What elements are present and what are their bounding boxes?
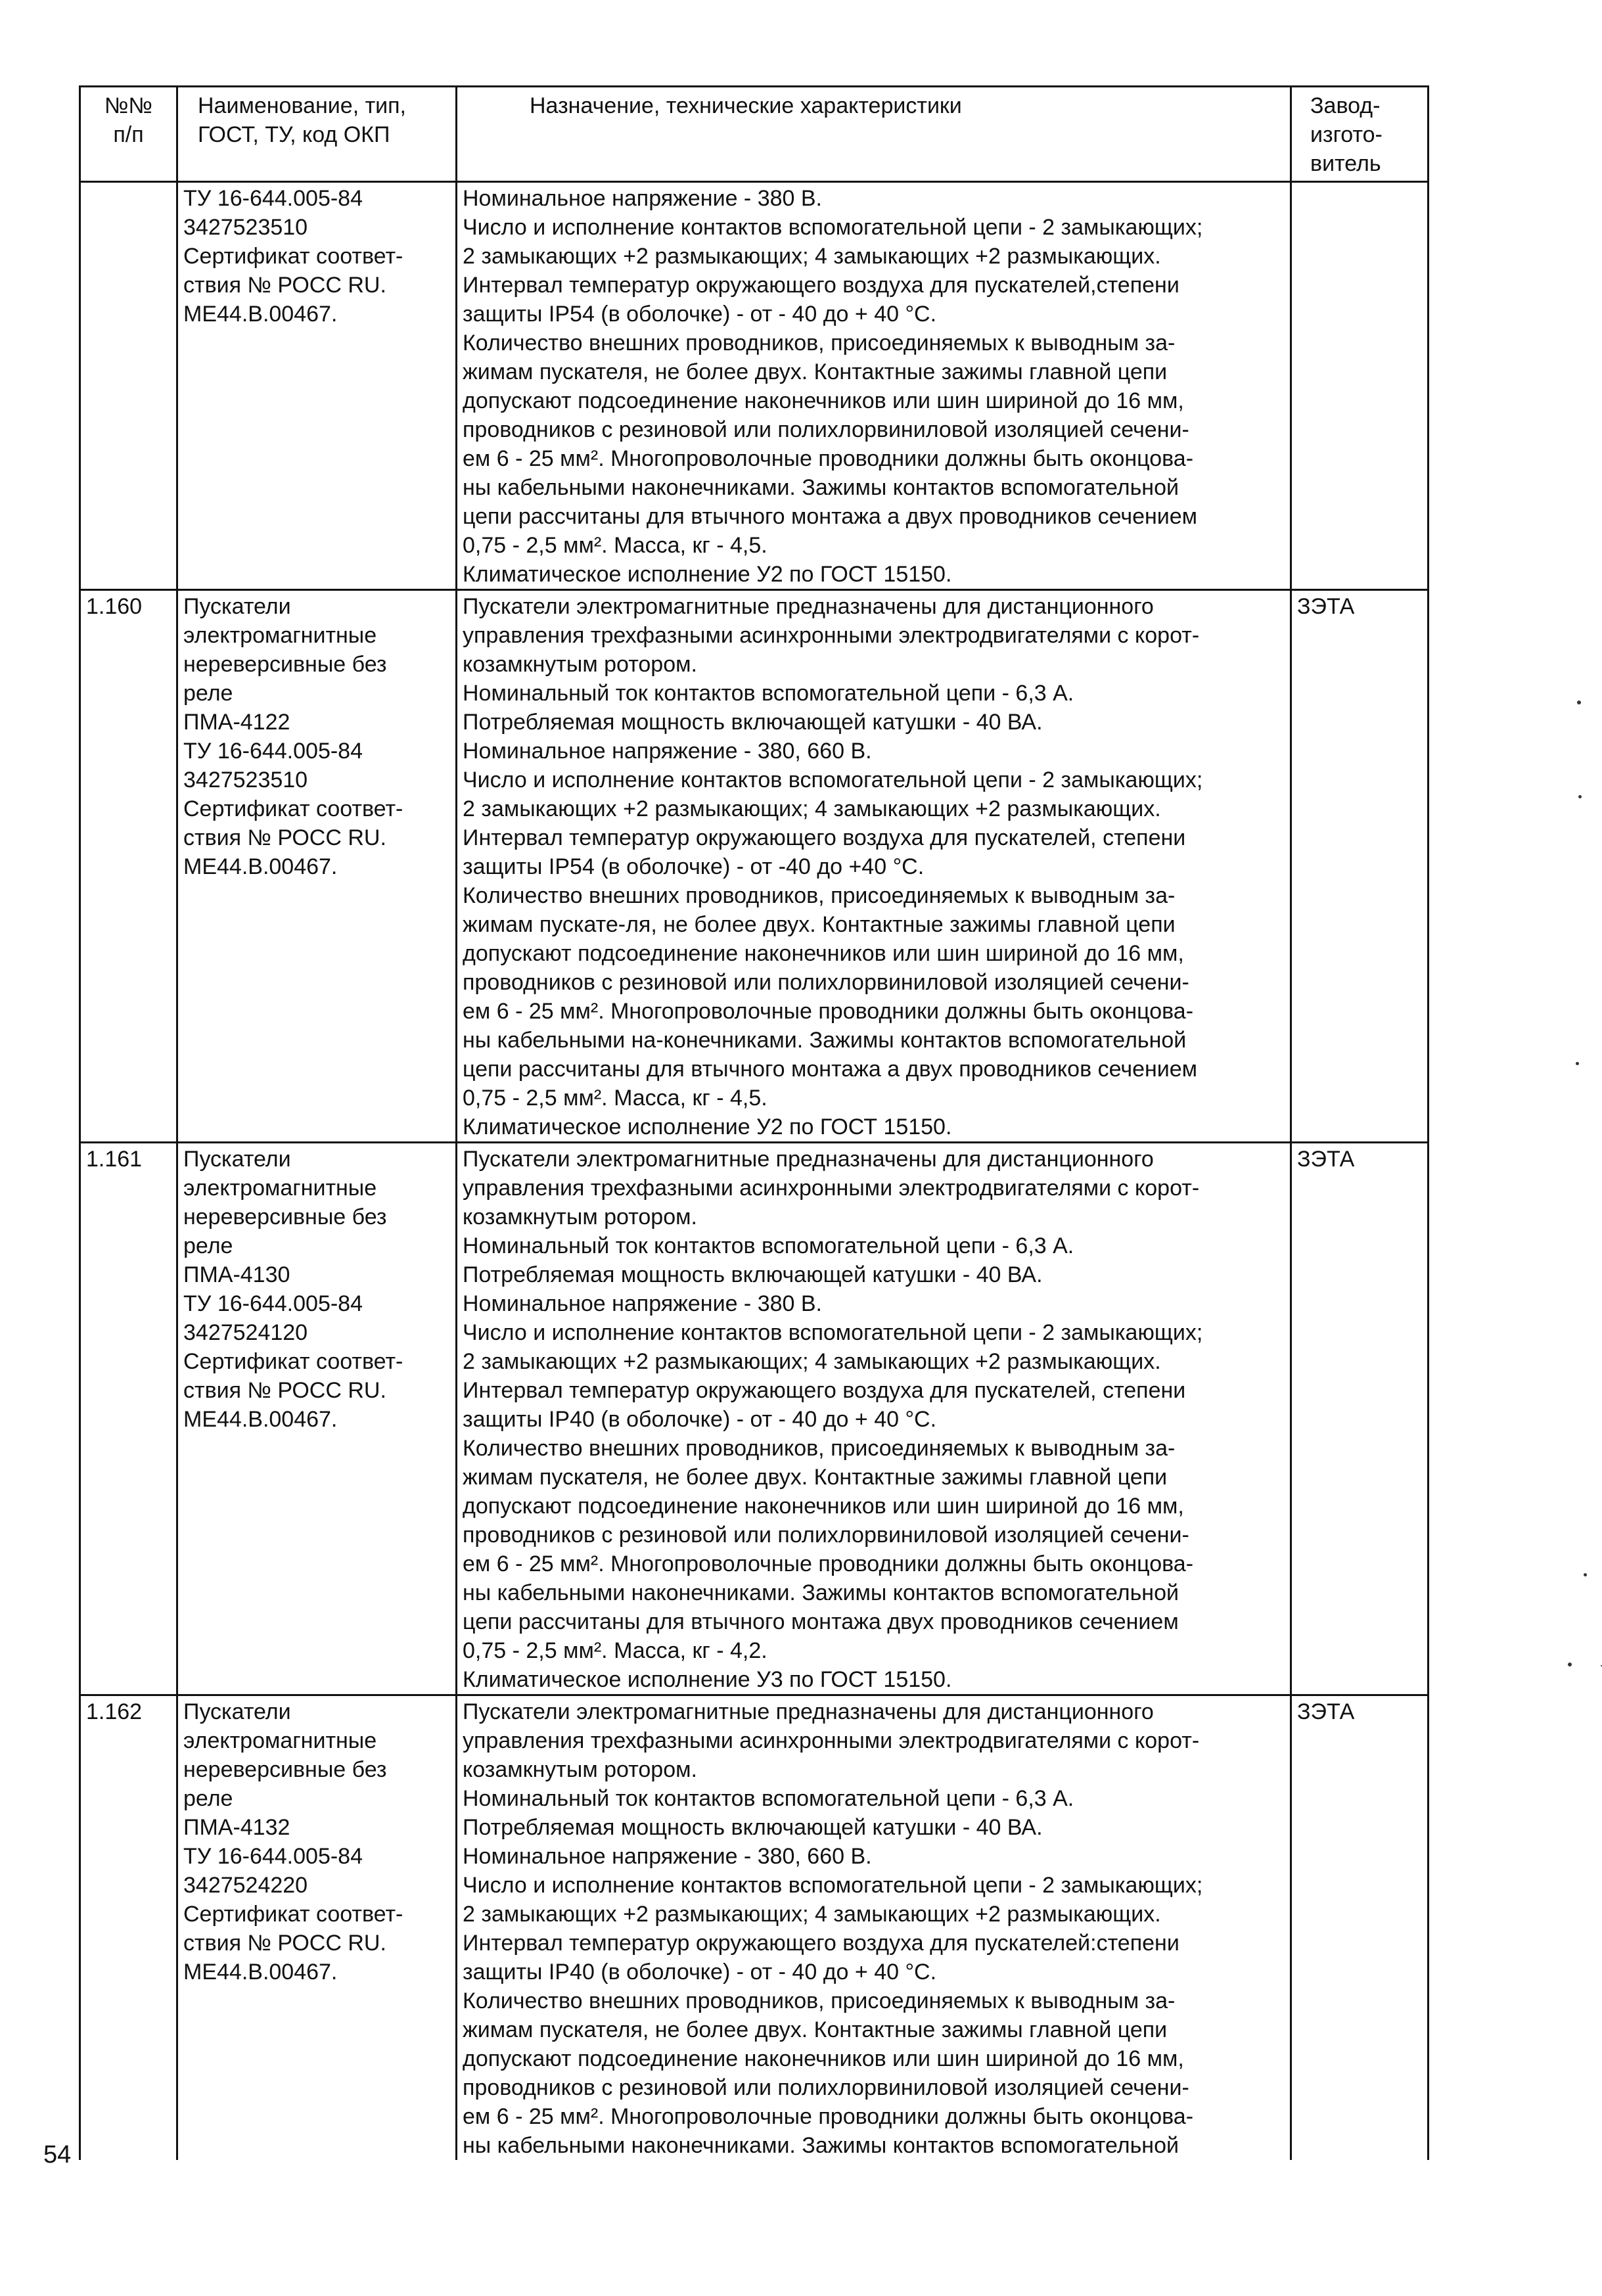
specification-line: допускают подсоединение наконечников или шин шириной до 16 мм, — [463, 2046, 1184, 2071]
specification-line: Количество внешних проводников, присоединяемых к выводным за- — [463, 331, 1176, 356]
specification-line: Номинальное напряжение - 380 В. — [463, 186, 822, 211]
scan-speck — [1578, 795, 1582, 798]
specification-line: ем 6 - 25 мм². Многопроволочные проводники должны быть оконцова- — [463, 999, 1194, 1024]
table-row — [80, 182, 1429, 590]
specification-line: Климатическое исполнение У2 по ГОСТ 15150. — [463, 562, 952, 587]
specification-line: 0,75 - 2,5 мм². Масса, кг - 4,2. — [463, 1638, 767, 1663]
specification-line: проводников с резиновой или полихлорвиниловой изоляцией сечени- — [463, 2075, 1189, 2100]
product-name-line: нереверсивные без — [183, 1757, 387, 1782]
specification-line: жимам пускате-ля, не более двух. Контактные зажимы главной цепи — [463, 912, 1176, 937]
header-name: Наименование, тип, ГОСТ, ТУ, код ОКП — [177, 87, 457, 182]
specification-line: Номинальный ток контактов вспомогательной цепи - 6,3 А. — [463, 681, 1074, 706]
specification-line: Интервал температур окружающего воздуха для пускателей,степени — [463, 273, 1179, 298]
specification-line: Номинальное напряжение - 380, 660 В. — [463, 739, 872, 764]
product-name-line: Пускатели — [183, 1699, 291, 1724]
product-name-line: нереверсивные без — [183, 1205, 387, 1229]
product-specification — [457, 182, 1291, 590]
product-name-line: реле — [183, 1233, 233, 1258]
product-name-line: Сертификат соответ- — [183, 1902, 403, 1927]
product-name-line: 3427524120 — [183, 1320, 308, 1345]
specification-line: Пускатели электромагнитные предназначены для дистанционного — [463, 594, 1154, 619]
product-specification — [457, 1143, 1291, 1695]
specification-line: Климатическое исполнение У3 по ГОСТ 15150. — [463, 1667, 952, 1692]
product-name-line: электромагнитные — [183, 1728, 377, 1753]
scan-speck — [1576, 1062, 1579, 1065]
row-number: 1.162 — [80, 1695, 177, 2161]
manufacturer: ЗЭТА — [1291, 590, 1429, 1143]
table-header-row — [80, 87, 1429, 182]
specification-line: козамкнутым ротором. — [463, 1205, 697, 1229]
product-name-line: электромагнитные — [183, 1176, 377, 1201]
specification-line: Потребляемая мощность включающей катушки - 40 ВА. — [463, 1815, 1043, 1840]
specification-line: Количество внешних проводников, присоединяемых к выводным за- — [463, 883, 1176, 908]
specification-line: жимам пускателя, не более двух. Контактные зажимы главной цепи — [463, 1465, 1168, 1490]
product-name-line: реле — [183, 681, 233, 706]
product-name-line: ТУ 16-644.005-84 — [183, 1291, 363, 1316]
manufacturer: ЗЭТА — [1291, 1143, 1429, 1695]
table-row — [80, 1143, 1429, 1695]
specification-line: управления трехфазными асинхронными электродвигателями с корот- — [463, 1728, 1200, 1753]
specification-line: защиты IP40 (в оболочке) - от - 40 до + 40 °С. — [463, 1960, 937, 1985]
specification-line: допускают подсоединение наконечников или шин шириной до 16 мм, — [463, 388, 1184, 413]
specification-line: допускают подсоединение наконечников или шин шириной до 16 мм, — [463, 941, 1184, 966]
table-row — [80, 1695, 1429, 2161]
product-name — [177, 590, 457, 1143]
specification-line: козамкнутым ротором. — [463, 1757, 697, 1782]
specification-line: защиты IP54 (в оболочке) - от -40 до +40 °С. — [463, 854, 925, 879]
specification-line: Номинальный ток контактов вспомогательной цепи - 6,3 А. — [463, 1233, 1074, 1258]
specification-line: управления трехфазными асинхронными электродвигателями с корот- — [463, 1176, 1200, 1201]
specification-table — [79, 85, 1429, 2160]
specification-line: ны кабельными наконечниками. Зажимы контактов вспомогательной — [463, 475, 1179, 500]
product-name-line: Пускатели — [183, 594, 291, 619]
product-name-line: ПМА-4132 — [183, 1815, 290, 1840]
specification-line: Число и исполнение контактов вспомогательной цепи - 2 замыкающих; — [463, 1320, 1203, 1345]
product-name-line: ствия № РОСС RU. — [183, 1931, 386, 1956]
row-number — [80, 182, 177, 590]
product-name-line: нереверсивные без — [183, 652, 387, 677]
product-name-line: реле — [183, 1786, 233, 1811]
product-name-line: Сертификат соответ- — [183, 1349, 403, 1374]
specification-line: жимам пускателя, не более двух. Контактные зажимы главной цепи — [463, 359, 1168, 384]
specification-line: ны кабельными наконечниками. Зажимы контактов вспомогательной — [463, 1580, 1179, 1605]
specification-line: цепи рассчитаны для втычного монтажа а двух проводников сечением — [463, 1057, 1198, 1082]
specification-line: проводников с резиновой или полихлорвиниловой изоляцией сечени- — [463, 417, 1189, 442]
table-row — [80, 590, 1429, 1143]
product-name — [177, 1695, 457, 2161]
product-name-line: Сертификат соответ- — [183, 796, 403, 821]
specification-line: козамкнутым ротором. — [463, 652, 697, 677]
row-number: 1.160 — [80, 590, 177, 1143]
product-name-line: МЕ44.В.00467. — [183, 854, 338, 879]
product-name — [177, 182, 457, 590]
specification-line: управления трехфазными асинхронными электродвигателями с корот- — [463, 623, 1200, 648]
specification-line: Количество внешних проводников, присоединяемых к выводным за- — [463, 1988, 1176, 2013]
specification-line: 2 замыкающих +2 размыкающих; 4 замыкающих +2 размыкающих. — [463, 1902, 1161, 1927]
scan-speck — [1568, 1663, 1572, 1666]
specification-line: Количество внешних проводников, присоединяемых к выводным за- — [463, 1436, 1176, 1461]
header-manufacturer: Завод- изгото- витель — [1291, 87, 1429, 182]
product-name-line: Пускатели — [183, 1147, 291, 1172]
specification-line: Номинальный ток контактов вспомогательной цепи - 6,3 А. — [463, 1786, 1074, 1811]
specification-line: Климатическое исполнение У2 по ГОСТ 15150. — [463, 1114, 952, 1139]
specification-line: ем 6 - 25 мм². Многопроволочные проводники должны быть оконцова- — [463, 446, 1194, 471]
product-name-line: ТУ 16-644.005-84 — [183, 186, 363, 211]
product-name-line: электромагнитные — [183, 623, 377, 648]
specification-line: ны кабельными на-конечниками. Зажимы контактов вспомогательной — [463, 1028, 1187, 1053]
specification-line: жимам пускателя, не более двух. Контактные зажимы главной цепи — [463, 2017, 1168, 2042]
specification-line: Интервал температур окружающего воздуха для пускателей, степени — [463, 1378, 1186, 1403]
product-name-line: ствия № РОСС RU. — [183, 1378, 386, 1403]
specification-line: Число и исполнение контактов вспомогательной цепи - 2 замыкающих; — [463, 215, 1203, 240]
specification-line: 2 замыкающих +2 размыкающих; 4 замыкающих +2 размыкающих. — [463, 796, 1161, 821]
product-name-line: ТУ 16-644.005-84 — [183, 1844, 363, 1869]
specification-line: Потребляемая мощность включающей катушки - 40 ВА. — [463, 710, 1043, 735]
specification-line: Число и исполнение контактов вспомогательной цепи - 2 замыкающих; — [463, 768, 1203, 792]
manufacturer: ЗЭТА — [1291, 1695, 1429, 2161]
product-name-line: ствия № РОСС RU. — [183, 273, 386, 298]
specification-line: защиты IP40 (в оболочке) - от - 40 до + 40 °С. — [463, 1407, 937, 1432]
product-name-line: ПМА-4130 — [183, 1262, 290, 1287]
specification-line: ем 6 - 25 мм². Многопроволочные проводники должны быть оконцова- — [463, 1551, 1194, 1576]
product-name-line: МЕ44.В.00467. — [183, 302, 338, 327]
specification-line: проводников с резиновой или полихлорвиниловой изоляцией сечени- — [463, 970, 1189, 995]
scan-speck — [1584, 1573, 1587, 1576]
specification-line: цепи рассчитаны для втычного монтажа а двух проводников сечением — [463, 504, 1198, 529]
product-name — [177, 1143, 457, 1695]
specification-line: Пускатели электромагнитные предназначены для дистанционного — [463, 1699, 1154, 1724]
specification-line: ны кабельными наконечниками. Зажимы контактов вспомогательной — [463, 2133, 1179, 2158]
page-number: 54 — [43, 2141, 72, 2169]
product-specification — [457, 1695, 1291, 2161]
specification-line: Потребляемая мощность включающей катушки - 40 ВА. — [463, 1262, 1043, 1287]
product-name-line: Сертификат соответ- — [183, 244, 403, 269]
specification-line: 2 замыкающих +2 размыкающих; 4 замыкающих +2 размыкающих. — [463, 1349, 1161, 1374]
specification-line: 0,75 - 2,5 мм². Масса, кг - 4,5. — [463, 533, 767, 558]
product-name-line: 3427523510 — [183, 215, 308, 240]
specification-line: допускают подсоединение наконечников или шин шириной до 16 мм, — [463, 1494, 1184, 1519]
specification-line: Интервал температур окружающего воздуха для пускателей:степени — [463, 1931, 1179, 1956]
specification-line: 0,75 - 2,5 мм². Масса, кг - 4,5. — [463, 1086, 767, 1111]
product-name-line: 3427524220 — [183, 1873, 308, 1898]
product-name-line: 3427523510 — [183, 768, 308, 792]
header-number: №№ п/п — [80, 87, 177, 182]
specification-line: цепи рассчитаны для втычного монтажа двух проводников сечением — [463, 1609, 1179, 1634]
specification-line: Число и исполнение контактов вспомогательной цепи - 2 замыкающих; — [463, 1873, 1203, 1898]
header-specification: Назначение, технические характеристики — [457, 87, 1291, 182]
product-name-line: ствия № РОСС RU. — [183, 825, 386, 850]
specification-line: защиты IP54 (в оболочке) - от - 40 до + 40 °С. — [463, 302, 937, 327]
product-name-line: МЕ44.В.00467. — [183, 1407, 338, 1432]
product-name-line: МЕ44.В.00467. — [183, 1960, 338, 1985]
product-name-line: ПМА-4122 — [183, 710, 290, 735]
specification-line: Номинальное напряжение - 380 В. — [463, 1291, 822, 1316]
specification-line: ем 6 - 25 мм². Многопроволочные проводники должны быть оконцова- — [463, 2104, 1194, 2129]
manufacturer — [1291, 182, 1429, 590]
specification-line: 2 замыкающих +2 размыкающих; 4 замыкающих +2 размыкающих. — [463, 244, 1161, 269]
scan-speck — [1577, 700, 1581, 704]
product-name-line: ТУ 16-644.005-84 — [183, 739, 363, 764]
row-number: 1.161 — [80, 1143, 177, 1695]
specification-line: проводников с резиновой или полихлорвиниловой изоляцией сечени- — [463, 1523, 1189, 1548]
product-specification — [457, 590, 1291, 1143]
specification-line: Номинальное напряжение - 380, 660 В. — [463, 1844, 872, 1869]
specification-line: Интервал температур окружающего воздуха для пускателей, степени — [463, 825, 1186, 850]
specification-line: Пускатели электромагнитные предназначены для дистанционного — [463, 1147, 1154, 1172]
